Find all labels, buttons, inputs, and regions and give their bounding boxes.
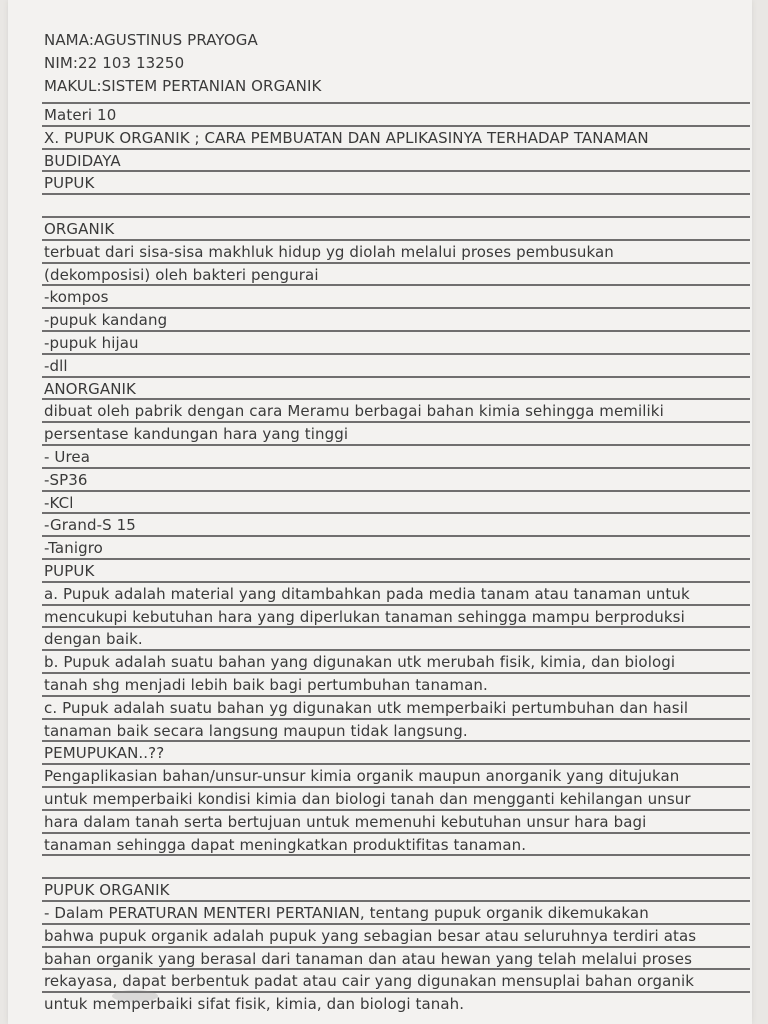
note-line: persentase kandungan hara yang tinggi xyxy=(44,425,349,444)
ruled-line xyxy=(42,877,750,879)
note-line: bahan organik yang berasal dari tanaman dan atau hewan yang telah melalui proses xyxy=(44,949,693,968)
note-line: -SP36 xyxy=(44,470,88,489)
ruled-line xyxy=(42,239,750,241)
ruled-line xyxy=(42,923,750,925)
note-line: Pengaplikasian bahan/unsur-unsur kimia organik maupun anorganik yang ditujukan xyxy=(44,767,680,786)
note-line: dibuat oleh pabrik dengan cara Meramu berbagai bahan kimia sehingga memiliki xyxy=(44,402,664,421)
ruled-line xyxy=(42,581,750,583)
ruled-line xyxy=(42,398,750,400)
ruled-line xyxy=(42,786,750,788)
ruled-line xyxy=(42,102,750,104)
ruled-line xyxy=(42,695,750,697)
ruled-line xyxy=(42,284,750,286)
ruled-line xyxy=(42,535,750,537)
ruled-line xyxy=(42,307,750,309)
note-line: b. Pupuk adalah suatu bahan yang digunakan utk merubah fisik, kimia, dan biologi xyxy=(44,653,676,672)
note-line: -pupuk hijau xyxy=(44,334,139,352)
ruled-line xyxy=(42,512,750,514)
ruled-line xyxy=(42,125,750,127)
note-line: a. Pupuk adalah material yang ditambahkan pada media tanam atau tanaman untuk xyxy=(44,584,690,603)
note-line: BUDIDAYA xyxy=(44,151,121,170)
note-line: ANORGANIK xyxy=(44,379,136,398)
note-line: tanaman sehingga dapat meningkatkan produktifitas tanaman. xyxy=(44,835,527,854)
ruled-line xyxy=(42,718,750,720)
ruled-line xyxy=(42,170,750,172)
ruled-line xyxy=(42,216,750,218)
ruled-line xyxy=(42,376,750,378)
note-line: terbuat dari sisa-sisa makhluk hidup yg diolah melalui proses pembusukan xyxy=(44,242,614,261)
ruled-line xyxy=(42,558,750,560)
ruled-line xyxy=(42,626,750,628)
ruled-line xyxy=(42,148,750,150)
ruled-line xyxy=(42,740,750,742)
note-line: -Grand-S 15 xyxy=(44,516,136,535)
ruled-line xyxy=(42,809,750,811)
ruled-line xyxy=(42,763,750,765)
note-line: Materi 10 xyxy=(44,106,117,124)
note-line: hara dalam tanah serta bertujuan untuk memenuhi kebutuhan unsur hara bagi xyxy=(44,812,647,831)
note-line: -kompos xyxy=(44,288,109,307)
ruled-line xyxy=(42,330,750,332)
ruled-line xyxy=(42,854,750,856)
note-line: PEMUPUKAN..?? xyxy=(44,744,165,763)
ruled-line xyxy=(42,467,750,469)
note-line: c. Pupuk adalah suatu bahan yg digunakan utk memperbaiki pertumbuhan dan hasil xyxy=(44,698,689,717)
note-line: PUPUK ORGANIK xyxy=(44,881,170,900)
note-line: -pupuk kandang xyxy=(44,311,168,330)
ruled-line xyxy=(42,490,750,492)
note-line: PUPUK xyxy=(44,562,95,580)
note-line: ORGANIK xyxy=(44,220,115,238)
ruled-line xyxy=(42,421,750,423)
note-line: -dll xyxy=(44,356,68,375)
ruled-line xyxy=(42,262,750,264)
note-line: (dekomposisi) oleh bakteri pengurai xyxy=(44,265,319,284)
ruled-line xyxy=(42,946,750,948)
ruled-line xyxy=(42,193,750,195)
note-line: -Tanigro xyxy=(44,539,103,558)
note-line: tanah shg menjadi lebih baik bagi pertumbuhan tanaman. xyxy=(44,676,488,694)
student-name: NAMA:AGUSTINUS PRAYOGA xyxy=(44,31,258,49)
ruled-line xyxy=(42,968,750,970)
note-line: untuk memperbaiki sifat fisik, kimia, dan biologi tanah. xyxy=(44,995,465,1014)
ruled-line xyxy=(42,353,750,355)
note-line: mencukupi kebutuhan hara yang diperlukan tanaman sehingga mampu berproduksi xyxy=(44,607,685,626)
notebook-page xyxy=(8,0,752,1024)
ruled-line xyxy=(42,832,750,834)
note-line: -KCl xyxy=(44,493,74,512)
note-line: bahwa pupuk organik adalah pupuk yang sebagian besar atau seluruhnya terdiri atas xyxy=(44,926,697,945)
ruled-line xyxy=(42,444,750,446)
ruled-line xyxy=(42,900,750,902)
note-line: tanaman baik secara langsung maupun tidak langsung. xyxy=(44,721,468,740)
ruled-line xyxy=(42,604,750,606)
note-line: X. PUPUK ORGANIK ; CARA PEMBUATAN DAN APLIKASINYA TERHADAP TANAMAN xyxy=(44,128,649,147)
ruled-line xyxy=(42,649,750,651)
student-nim: NIM:22 103 13250 xyxy=(44,54,185,72)
ink-smudge xyxy=(112,990,158,1002)
note-line: rekayasa, dapat berbentuk padat atau cair yang digunakan mensuplai bahan organik xyxy=(44,972,695,991)
note-line: untuk memperbaiki kondisi kimia dan biologi tanah dan mengganti kehilangan unsur xyxy=(44,790,691,808)
note-line: PUPUK xyxy=(44,174,95,193)
note-line: - Dalam PERATURAN MENTERI PERTANIAN, tentang pupuk organik dikemukakan xyxy=(44,904,649,922)
ruled-line xyxy=(42,672,750,674)
note-line: - Urea xyxy=(44,448,91,466)
course-name: MAKUL:SISTEM PERTANIAN ORGANIK xyxy=(44,77,322,95)
note-line: dengan baik. xyxy=(44,630,143,649)
